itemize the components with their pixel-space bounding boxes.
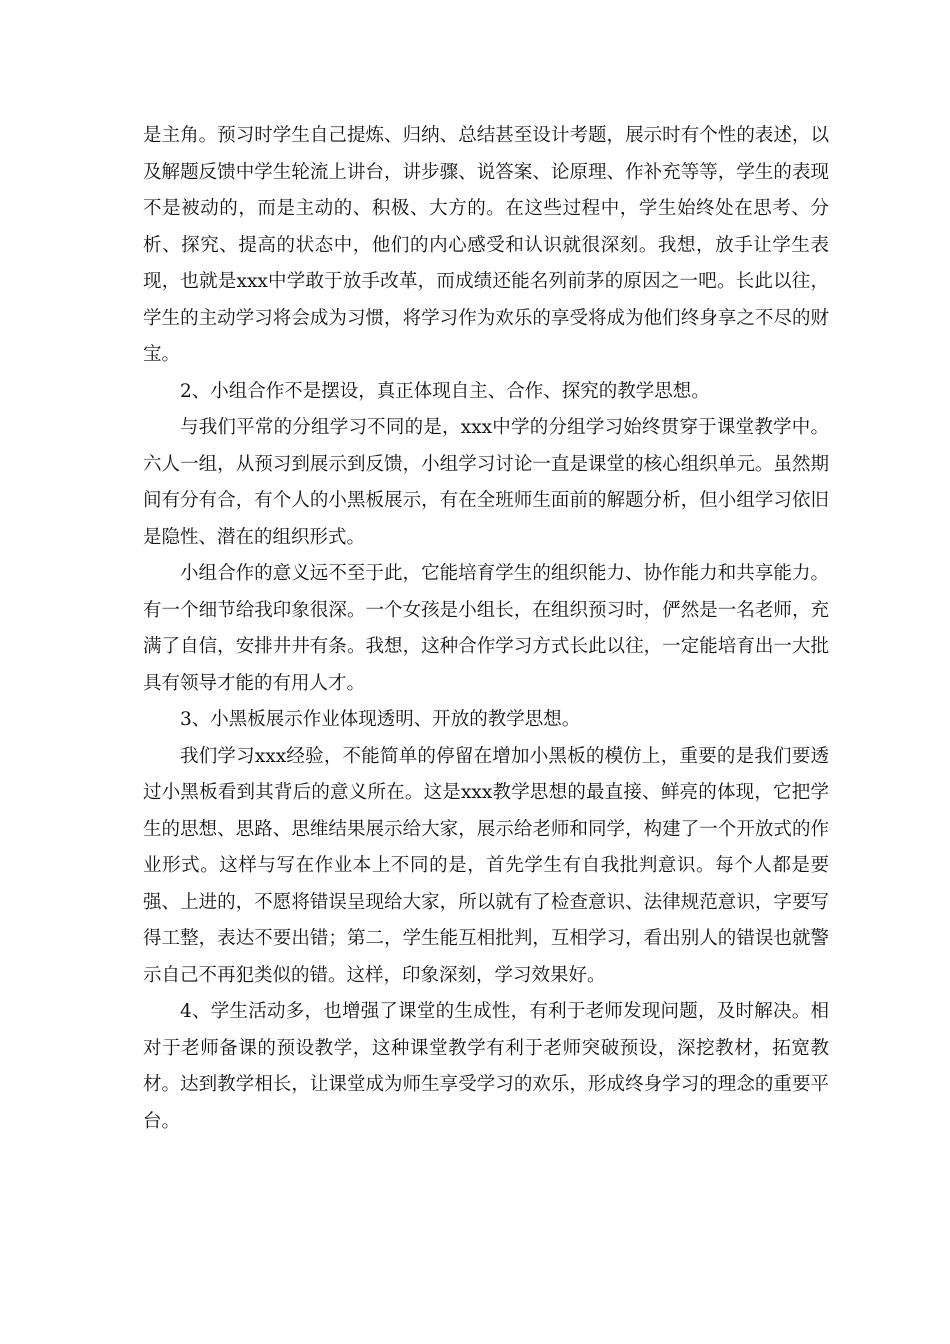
paragraph-blackboard: 我们学习xxx经验，不能简单的停留在增加小黑板的模仿上，重要的是我们要透过小黑板看到其背后的意义所在。这是xxx教学思想的最直接、鲜亮的体现，它把学生的思想、思路、思维结果展示给大家，展示给老师和同学，构建了一个开放式的作业形式。这样与写在作业本上不同的是，首先学生有自我批判意识。每个人都是要强、上进的，不愿将错误呈现给大家，所以就有了检查意识、法律规范意识，字要写得工整，表达不要出错；第二，学生能互相批判，互相学习，看出别人的错误也就警示自己不再犯类似的错。这样，印象深刻，学习效果好。	[143, 745, 829, 986]
document-body	[143, 118, 829, 1140]
heading-point-2: 2、小组合作不是摆设，真正体现自主、合作、探究的教学思想。	[180, 380, 710, 402]
paragraph-group-learning: 与我们平常的分组学习不同的是，xxx中学的分组学习始终贯穿于课堂教学中。六人一组，从预习到展示到反馈，小组学习讨论一直是课堂的核心组织单元。虽然期间有分有合，有个人的小黑板展示，有在全班师生面前的解题分析，但小组学习依旧是隐性、潜在的组织形式。	[143, 417, 829, 548]
heading-point-3: 3、小黑板展示作业体现透明、开放的教学思想。	[180, 709, 581, 730]
paragraph-point-4: 4、学生活动多，也增强了课堂的生成性，有利于老师发现问题，及时解决。相对于老师备课的预设教学，这种课堂教学有利于老师突破预设，深挖教材，拓宽教材。达到教学相长，让课堂成为师生享受学习的欢乐，形成终身学习的理念的重要平台。	[143, 1001, 829, 1132]
paragraph-group-cooperation: 小组合作的意义远不至于此，它能培育学生的组织能力、协作能力和共享能力。有一个细节给我印象很深。一个女孩是小组长，在组织预习时，俨然是一名老师，充满了自信，安排井井有条。我想，这种合作学习方式长此以往，一定能培育出一大批具有领导才能的有用人才。	[143, 563, 829, 694]
paragraph-continuation: 是主角。预习时学生自己提炼、归纳、总结甚至设计考题，展示时有个性的表述，以及解题反馈中学生轮流上讲台，讲步骤、说答案、论原理、作补充等等，学生的表现不是被动的，而是主动的、积极、大方的。在这些过程中，学生始终处在思考、分析、探究、提高的状态中，他们的内心感受和认识就很深刻。我想，放手让学生表现，也就是xxx中学敢于放手改革，而成绩还能名列前茅的原因之一吧。长此以往，学生的主动学习将会成为习惯，将学习作为欢乐的享受将成为他们终身享之不尽的财宝。	[143, 125, 829, 365]
